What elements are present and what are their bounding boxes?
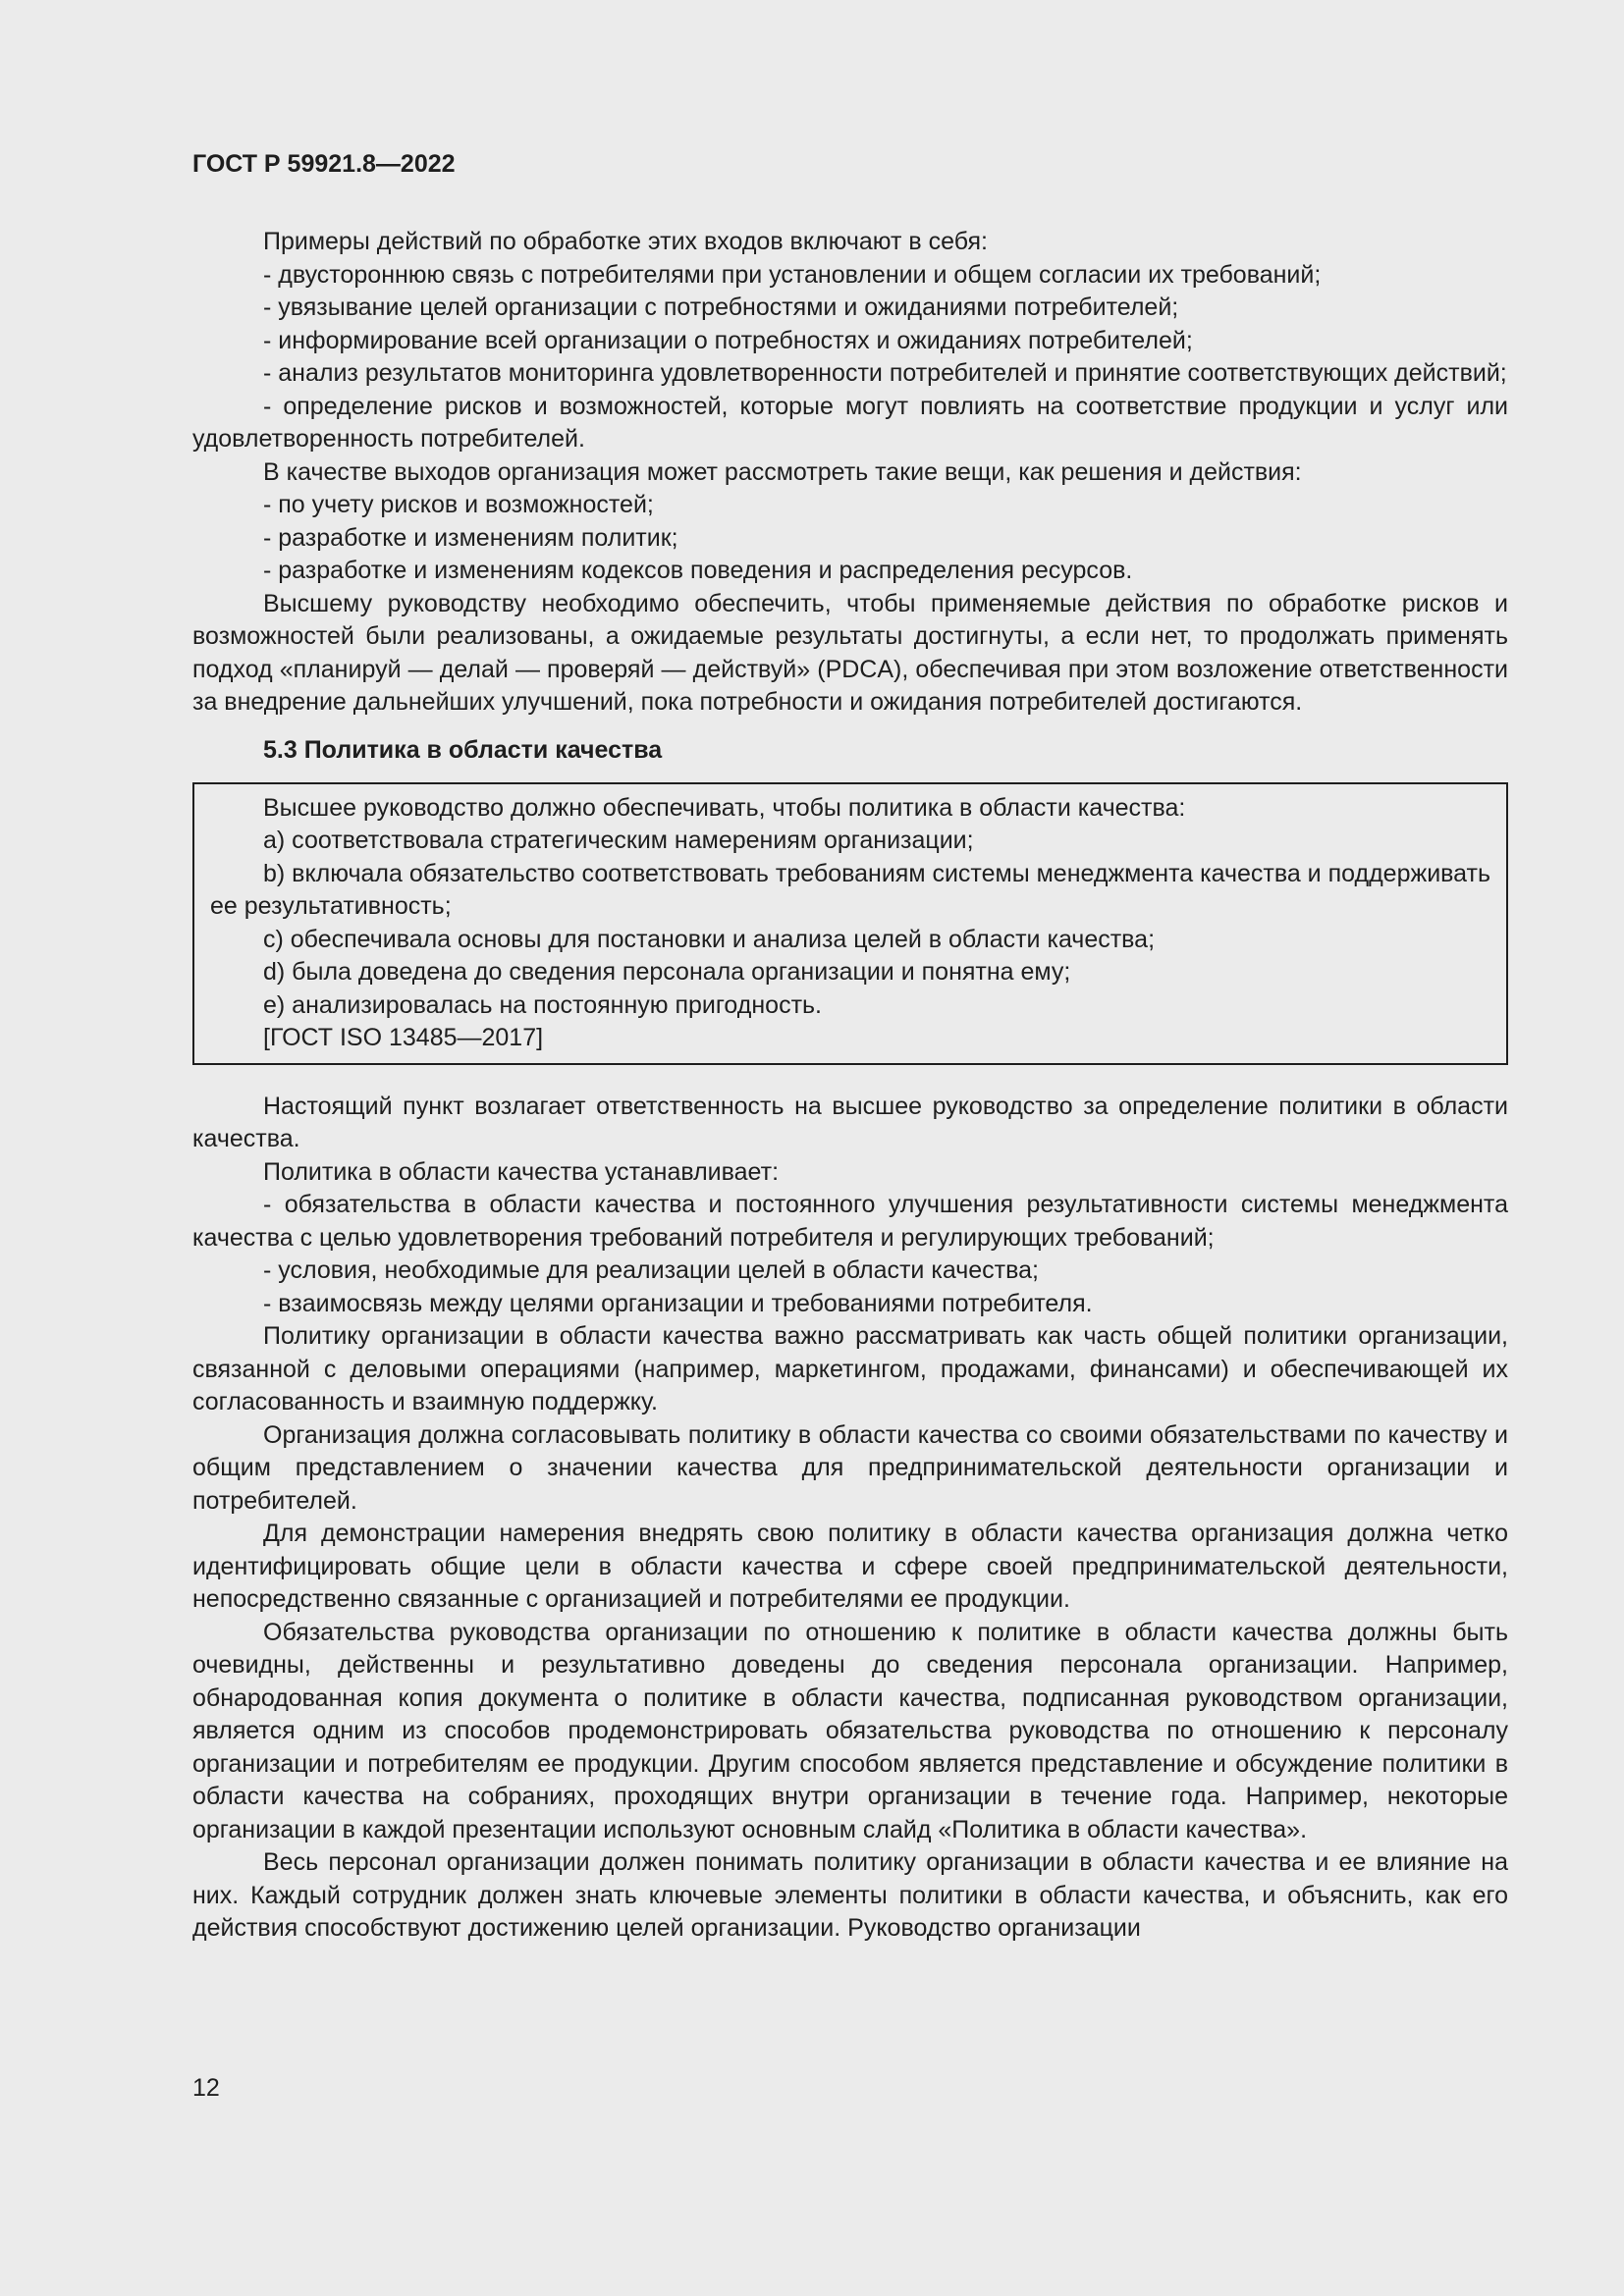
list-item: - взаимосвязь между целями организации и требованиями потребителя. [263,1289,1093,1317]
list-item: e) анализировалась на постоянную пригодность. [263,990,823,1019]
paragraph: Высшее руководство должно обеспечивать, чтобы политика в области качества: [263,793,1186,822]
paragraph: Обязательства руководства организации по отношению к политике в области качества должны быть очевидны, действенны и результативно доведены до сведения персонала организации. Например, обнародованная копия документа о политике в области качества, подписанная руководством организации, является одним из способов продемонстрировать обязательства руководства по отношению к персоналу организации и потребителям ее продукции. Другим способом является представление и обсуждение политики в области качества на собраниях, проходящих внутри организации в течение года. Например, некоторые организации в каждой презентации используют основным слайд «Политика в области качества». [192,1618,1508,1843]
citation: [ГОСТ ISO 13485—2017] [263,1024,544,1051]
page-number: 12 [192,2074,220,2102]
list-item: - условия, необходимые для реализации целей в области качества; [263,1256,1039,1284]
list-item: - обязательства в области качества и постоянного улучшения результативности системы менеджмента качества с целью удовлетворения требований потребителя и регулирующих требований; [192,1191,1508,1252]
list-item: - информирование всей организации о потребностях и ожиданиях потребителей; [263,326,1193,354]
list-item: d) была доведена до сведения персонала организации и понятна ему; [263,958,1071,986]
list-item: - разработке и изменениям кодексов поведения и распределения ресурсов. [263,557,1133,584]
list-item: c) обеспечивала основы для постановки и анализа целей в области качества; [263,925,1156,953]
paragraph: Примеры действий по обработке этих входов включают в себя: [263,228,988,255]
list-item: - увязывание целей организации с потребностями и ожиданиями потребителей; [263,294,1179,321]
paragraph: Для демонстрации намерения внедрять свою политику в области качества организация должна четко идентифицировать общие цели в области качества и сфере своей предпринимательской деятельности, непосредственно связанные с организацией и потребителями ее продукции. [192,1520,1508,1613]
body-block [192,1091,1508,1946]
list-item: a) соответствовала стратегическим намерениям организации; [263,827,974,854]
paragraph: Весь персонал организации должен понимать политику организации в области качества и ее влияние на них. Каждый сотрудник должен знать ключевые элементы политики в области качества, и объяснить, как его действия способствуют достижению целей организации. Руководство организации [192,1848,1508,1942]
list-item: - двустороннюю связь с потребителями при установлении и общем согласии их требований; [263,260,1322,289]
paragraph: В качестве выходов организация может рассмотреть такие вещи, как решения и действия: [263,457,1302,486]
list-item: - разработке и изменениям политик; [263,523,678,552]
paragraph: Организация должна согласовывать политику в области качества со своими обязательствами по качеству и общим представлением о значении качества для предпринимательской деятельности организации и потребителей. [192,1420,1508,1515]
paragraph: Высшему руководству необходимо обеспечить, чтобы применяемые действия по обработке рисков и возможностей были реализованы, а ожидаемые результаты достигнуты, а если нет, то продолжать применять подход «планируй — делай — проверяй — действуй» (PDCA), обеспечивая при этом возложение ответственности за внедрение дальнейших улучшений, пока потребности и ожидания потребителей достигаются. [192,589,1508,716]
paragraph: Политику организации в области качества важно рассматривать как часть общей политики организации, связанной с деловыми операциями (например, маркетингом, продажами, финансами) и обеспечивающей их согласованность и взаимную поддержку. [192,1322,1508,1415]
framed-requirement-box [192,782,1508,1065]
list-item: - по учету рисков и возможностей; [263,491,654,518]
intro-block [192,226,1508,720]
list-item: - определение рисков и возможностей, которые могут повлиять на соответствие продукции и услуг или удовлетворенность потребителей. [192,392,1508,453]
paragraph: Настоящий пункт возлагает ответственность на высшее руководство за определение политики в области качества. [192,1092,1508,1152]
list-item: - анализ результатов мониторинга удовлетворенности потребителей и принятие соответствующих действий; [263,359,1507,387]
section-heading: 5.3 Политика в области качества [263,735,663,764]
document-page [192,145,1508,1946]
list-item: b) включала обязательство соответствовать требованиям системы менеджмента качества и поддерживать ее результативность; [210,859,1490,920]
paragraph: Политика в области качества устанавливает: [263,1157,780,1186]
document-code-header: ГОСТ Р 59921.8—2022 [192,150,456,178]
